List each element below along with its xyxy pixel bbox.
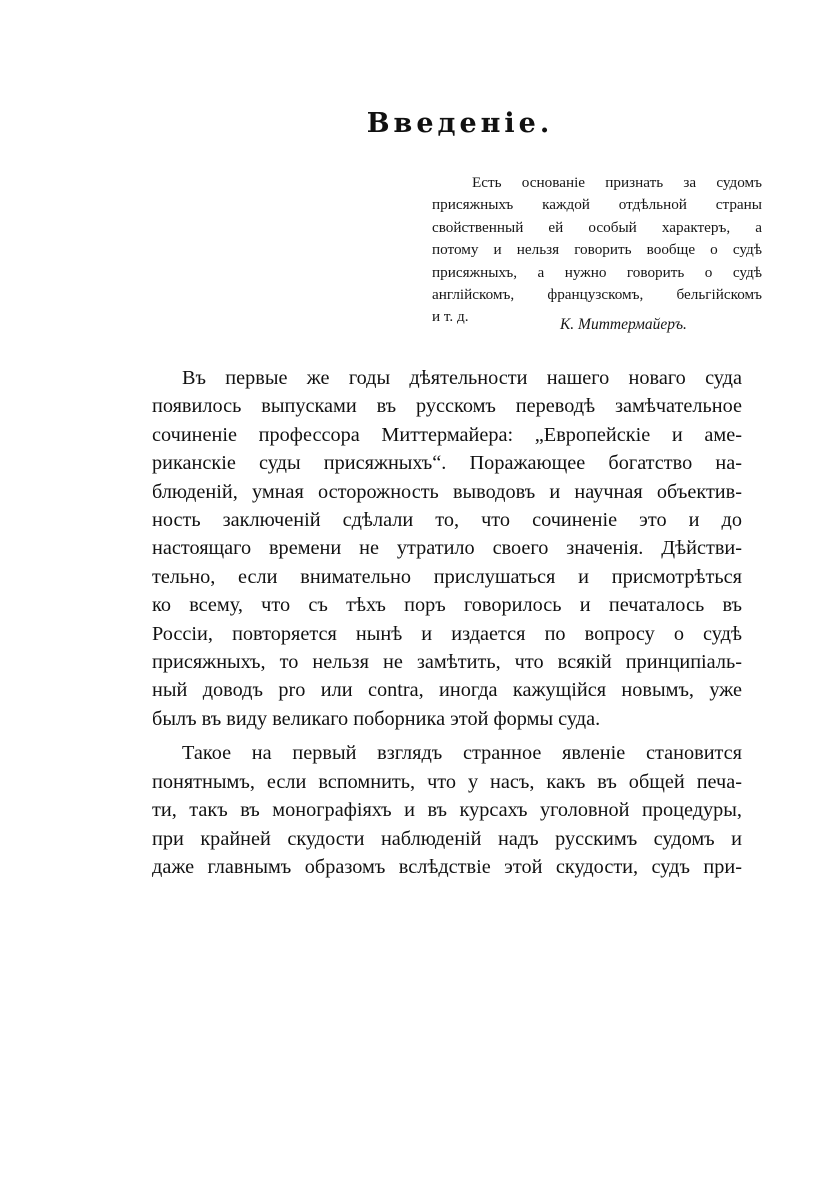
paragraph xyxy=(152,739,742,881)
text-line: блюденій, умная осторожность выводовъ и научная объектив- xyxy=(152,480,742,503)
chapter-title: Введеніе. xyxy=(366,108,554,139)
text-line: присяжныхъ, то нельзя не замѣтить, что всякій принципіаль- xyxy=(152,651,742,674)
epigraph-line: свойственный ей особый характеръ, а xyxy=(432,218,762,236)
epigraph-line: потому и нельзя говорить вообще о судѣ xyxy=(432,241,762,259)
text-line: риканскіе суды присяжныхъ“. Поражающее богатство на- xyxy=(152,452,742,475)
text-line: настоящаго времени не утратило своего значенія. Дѣйстви- xyxy=(152,537,742,560)
text-line: ко всему, что съ тѣхъ поръ говорилось и печаталось въ xyxy=(152,594,742,617)
text-line: ти, такъ въ монографіяхъ и въ курсахъ уголовной процедуры, xyxy=(152,799,742,822)
epigraph-line: англійскомъ, французскомъ, бельгійскомъ xyxy=(432,286,762,304)
text-line: былъ въ виду великаго поборника этой формы суда. xyxy=(152,707,601,730)
epigraph-line: присяжныхъ каждой отдѣльной страны xyxy=(432,196,762,214)
text-line: при крайней скудости наблюденій надъ русскимъ судомъ и xyxy=(152,827,742,850)
epigraph-line: Есть основаніе признать за судомъ xyxy=(472,174,762,191)
text-line: ный доводъ pro или contra, иногда кажущійся новымъ, уже xyxy=(152,679,742,702)
text-line: ность заключеній сдѣлали то, что сочиненіе это и до xyxy=(152,509,742,532)
paragraph xyxy=(152,364,742,733)
epigraph-line: присяжныхъ, а нужно говорить о судѣ xyxy=(432,263,762,281)
epigraph-author: К. Миттермайеръ. xyxy=(560,316,687,333)
epigraph xyxy=(432,172,762,329)
text-line: Такое на первый взглядъ странное явленіе становится xyxy=(182,742,742,765)
text-line: тельно, если внимательно прислушаться и присмотрѣться xyxy=(152,565,742,588)
text-line: Россіи, повторяется нынѣ и издается по вопросу о судѣ xyxy=(152,622,742,645)
text-line: Въ первые же годы дѣятельности нашего новаго суда xyxy=(182,367,742,389)
text-line: сочиненіе профессора Миттермайера: „Европейскіе и аме- xyxy=(152,423,742,446)
text-line: даже главнымъ образомъ вслѣдствіе этой скудости, судъ при- xyxy=(152,855,742,878)
text-line: понятнымъ, если вспомнить, что у насъ, какъ въ общей печа- xyxy=(152,770,742,793)
body-text xyxy=(152,364,742,887)
epigraph-line: и т. д. xyxy=(432,308,469,326)
text-line: появилось выпусками въ русскомъ переводѣ замѣчательное xyxy=(152,395,742,418)
